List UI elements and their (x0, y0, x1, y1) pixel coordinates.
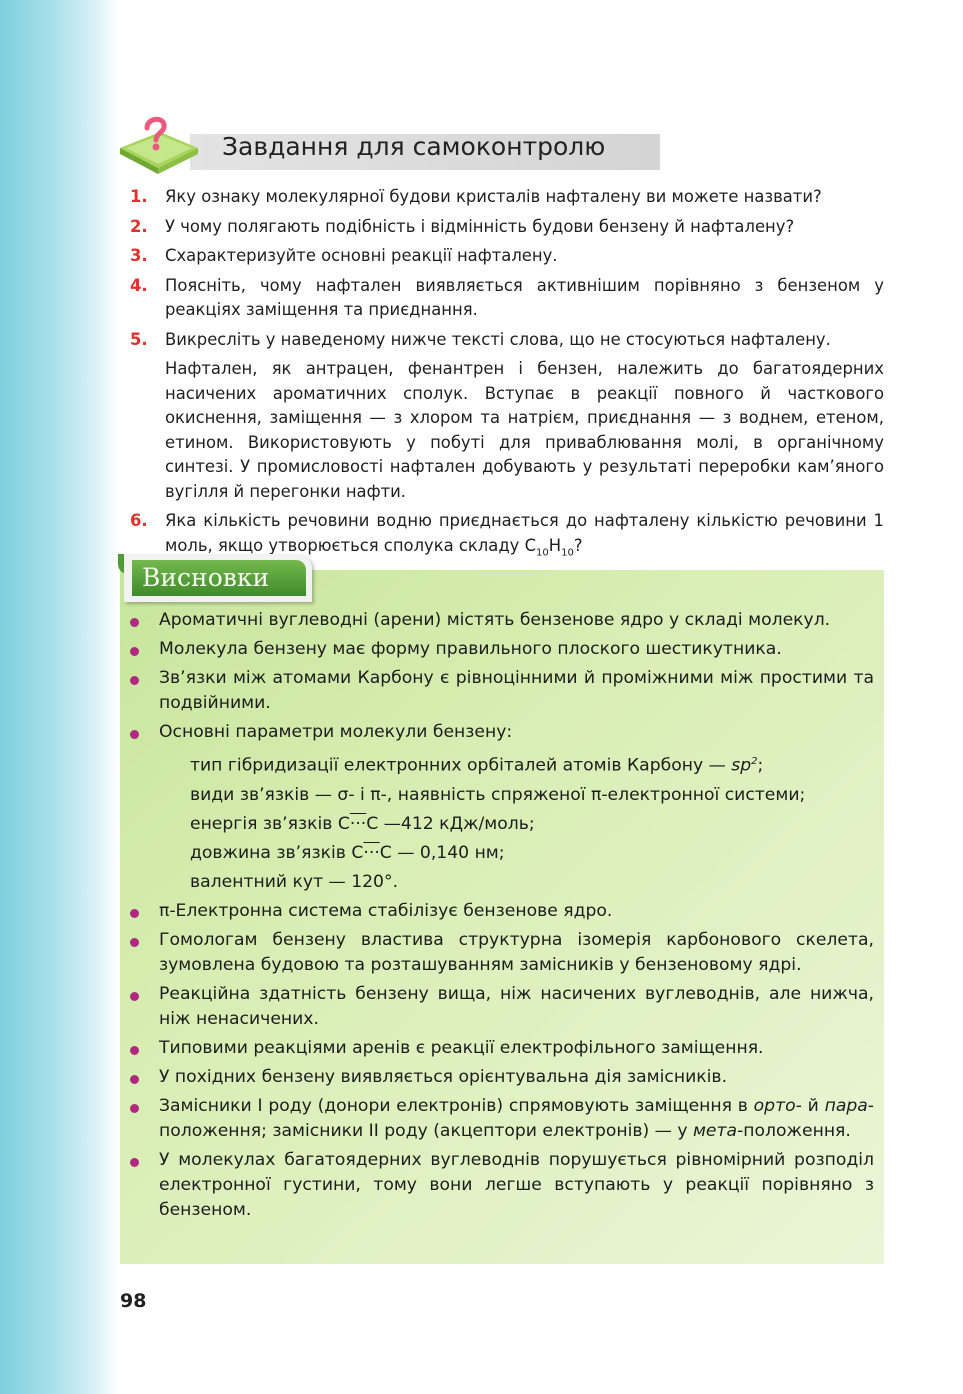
bullet-icon (128, 1065, 159, 1090)
subst-p1: Замісники І роду (донори електронів) спрямовують заміщення в (159, 1095, 754, 1116)
task-text: Поясніть, чому нафтален виявляється активнішим порівняно з бензеном у реакціях заміщення та приєднання. (165, 275, 884, 319)
task5-paragraph: Нафтален, як антрацен, фенантрен і бензен, належить до багатоядерних насичених ароматичних сполук. Вступає в реакції повного й часткового окиснення, заміщення — з хлором та натрієм, приєднання — з воднем, етеном, етином. Використовують у побуті для приваблювання молі, в органічному синтезі. У промисловості нафтален добувають у результаті переробки кам’яного вугілля й перегонки нафти. (165, 359, 884, 501)
bullet-icon (128, 982, 159, 1032)
list-item-text: У похідних бензену виявляється орієнтувальна дія замісників. (159, 1066, 728, 1087)
task-number: 6. (130, 511, 148, 530)
param-energy-pre: енергія зв’язків C (190, 813, 350, 834)
task-number: 3. (130, 246, 148, 265)
param-sp: sp (731, 755, 752, 776)
page-number: 98 (120, 1290, 147, 1312)
aromatic-bond-symbol: ··· (349, 813, 367, 834)
list-item-text: Типовими реакціями аренів є реакції електрофільного заміщення. (159, 1037, 764, 1058)
bullet-icon (128, 720, 159, 745)
formula-sub: 10 (536, 546, 549, 558)
list-item-text (159, 1094, 874, 1144)
conclusions-title: Висновки (142, 563, 270, 592)
subst-para: пара (824, 1095, 868, 1116)
task-number: 5. (130, 329, 148, 349)
question-book-icon (120, 114, 215, 176)
bullet-icon (128, 1094, 159, 1144)
list-item (128, 637, 874, 662)
subst-p4: -положення. (737, 1120, 851, 1141)
list-item (128, 1036, 874, 1061)
list-item (128, 928, 874, 978)
param-hybrid-text: тип гібридизації електронних орбіталей атомів Карбону — (190, 755, 732, 776)
task-list (130, 185, 884, 570)
bullet-icon (128, 899, 159, 924)
task-number: 1. (130, 187, 148, 206)
conclusions-list (128, 608, 874, 1227)
formula-sub: 10 (561, 546, 574, 558)
param-length (190, 841, 874, 866)
subst-p2: - й (795, 1095, 825, 1116)
task-item (130, 215, 884, 240)
list-item (128, 666, 874, 716)
conclusions-tab (124, 554, 312, 602)
param-bonds: види зв’язків — σ- і π-, наявність спряженої π-електронної системи; (190, 784, 806, 805)
list-item-text: Гомологам бензену властива структурна ізомерія карбонового скелета, зумовлена будовою та розташуванням замісників у бензеновому ядрі. (159, 929, 874, 975)
list-item-text: Основні параметри молекули бензену: (159, 722, 513, 742)
formula-h: H (548, 535, 562, 555)
param-length-pre: довжина зв’язків C (190, 842, 364, 863)
task-text: Викресліть у наведеному нижче тексті слова, що не стосуються нафталену. (165, 329, 831, 349)
list-item-text: У молекулах багатоядерних вуглеводнів порушується рівномірний розподіл електронної густини, тому вони легше вступають у реакції порівняно з бензеном. (159, 1149, 874, 1220)
task-item (130, 244, 884, 269)
task-item (130, 328, 884, 353)
param-hybrid (190, 749, 874, 779)
param-hybrid-end: ; (757, 755, 764, 776)
task-number: 2. (130, 216, 148, 236)
list-item (128, 608, 874, 633)
task6-text: Яка кількість речовини водню приєднається до нафталену кількістю речовини 1 моль, якщо утворюється сполука складу C (165, 511, 884, 555)
bullet-icon (128, 637, 159, 662)
list-item (128, 982, 874, 1032)
formula-end: ? (573, 535, 583, 555)
task-text: У чому полягають подібність і відмінність будови бензену й нафталену? (165, 216, 795, 236)
list-item (128, 1148, 874, 1223)
bullet-icon (128, 928, 159, 978)
task-number: 4. (130, 275, 148, 295)
subst-meta: мета (692, 1120, 738, 1141)
bullet-icon (128, 666, 159, 716)
task-text: Схарактеризуйте основні реакції нафталену. (165, 246, 558, 265)
list-item (128, 720, 874, 745)
list-item (128, 1094, 874, 1144)
subst-orto: орто (753, 1095, 796, 1116)
side-decor-strip (0, 0, 118, 1394)
bullet-icon (128, 1148, 159, 1223)
list-item (128, 1065, 874, 1090)
bullet-icon (128, 1036, 159, 1061)
param-energy-post: C —412 кДж/моль; (366, 813, 535, 834)
aromatic-bond-symbol: ··· (363, 842, 380, 863)
list-item-text: Зв’язки між атомами Карбону є рівноцінними й проміжними між простими та подвійними. (159, 668, 874, 713)
task-item (130, 185, 884, 210)
self-control-title: Завдання для самоконтролю (222, 132, 606, 161)
list-item-text: Реакційна здатність бензену вища, ніж насичених вуглеводнів, але нижча, ніж ненасичених. (159, 983, 874, 1029)
param-length-post: C — 0,140 нм; (379, 842, 505, 863)
param-energy (190, 812, 874, 837)
task-text: Яку ознаку молекулярної будови кристалів нафталену ви можете назвати? (165, 187, 822, 206)
self-control-header (120, 114, 665, 174)
task-item (130, 274, 884, 323)
subst-p3: -положення; замісники ІІ роду (акцептори електронів) — у (159, 1095, 874, 1141)
param-sup: 2 (751, 756, 758, 767)
list-item (128, 899, 874, 924)
list-item-text: Молекула бензену має форму правильного плоского шестикутника. (159, 639, 782, 659)
list-item-text: Ароматичні вуглеводні (арени) містять бензенове ядро у складі молекул. (159, 610, 831, 630)
bullet-icon (128, 608, 159, 633)
param-angle: валентний кут — 120°. (190, 871, 399, 892)
list-item-text: π-Електронна система стабілізує бензенове ядро. (159, 900, 613, 921)
